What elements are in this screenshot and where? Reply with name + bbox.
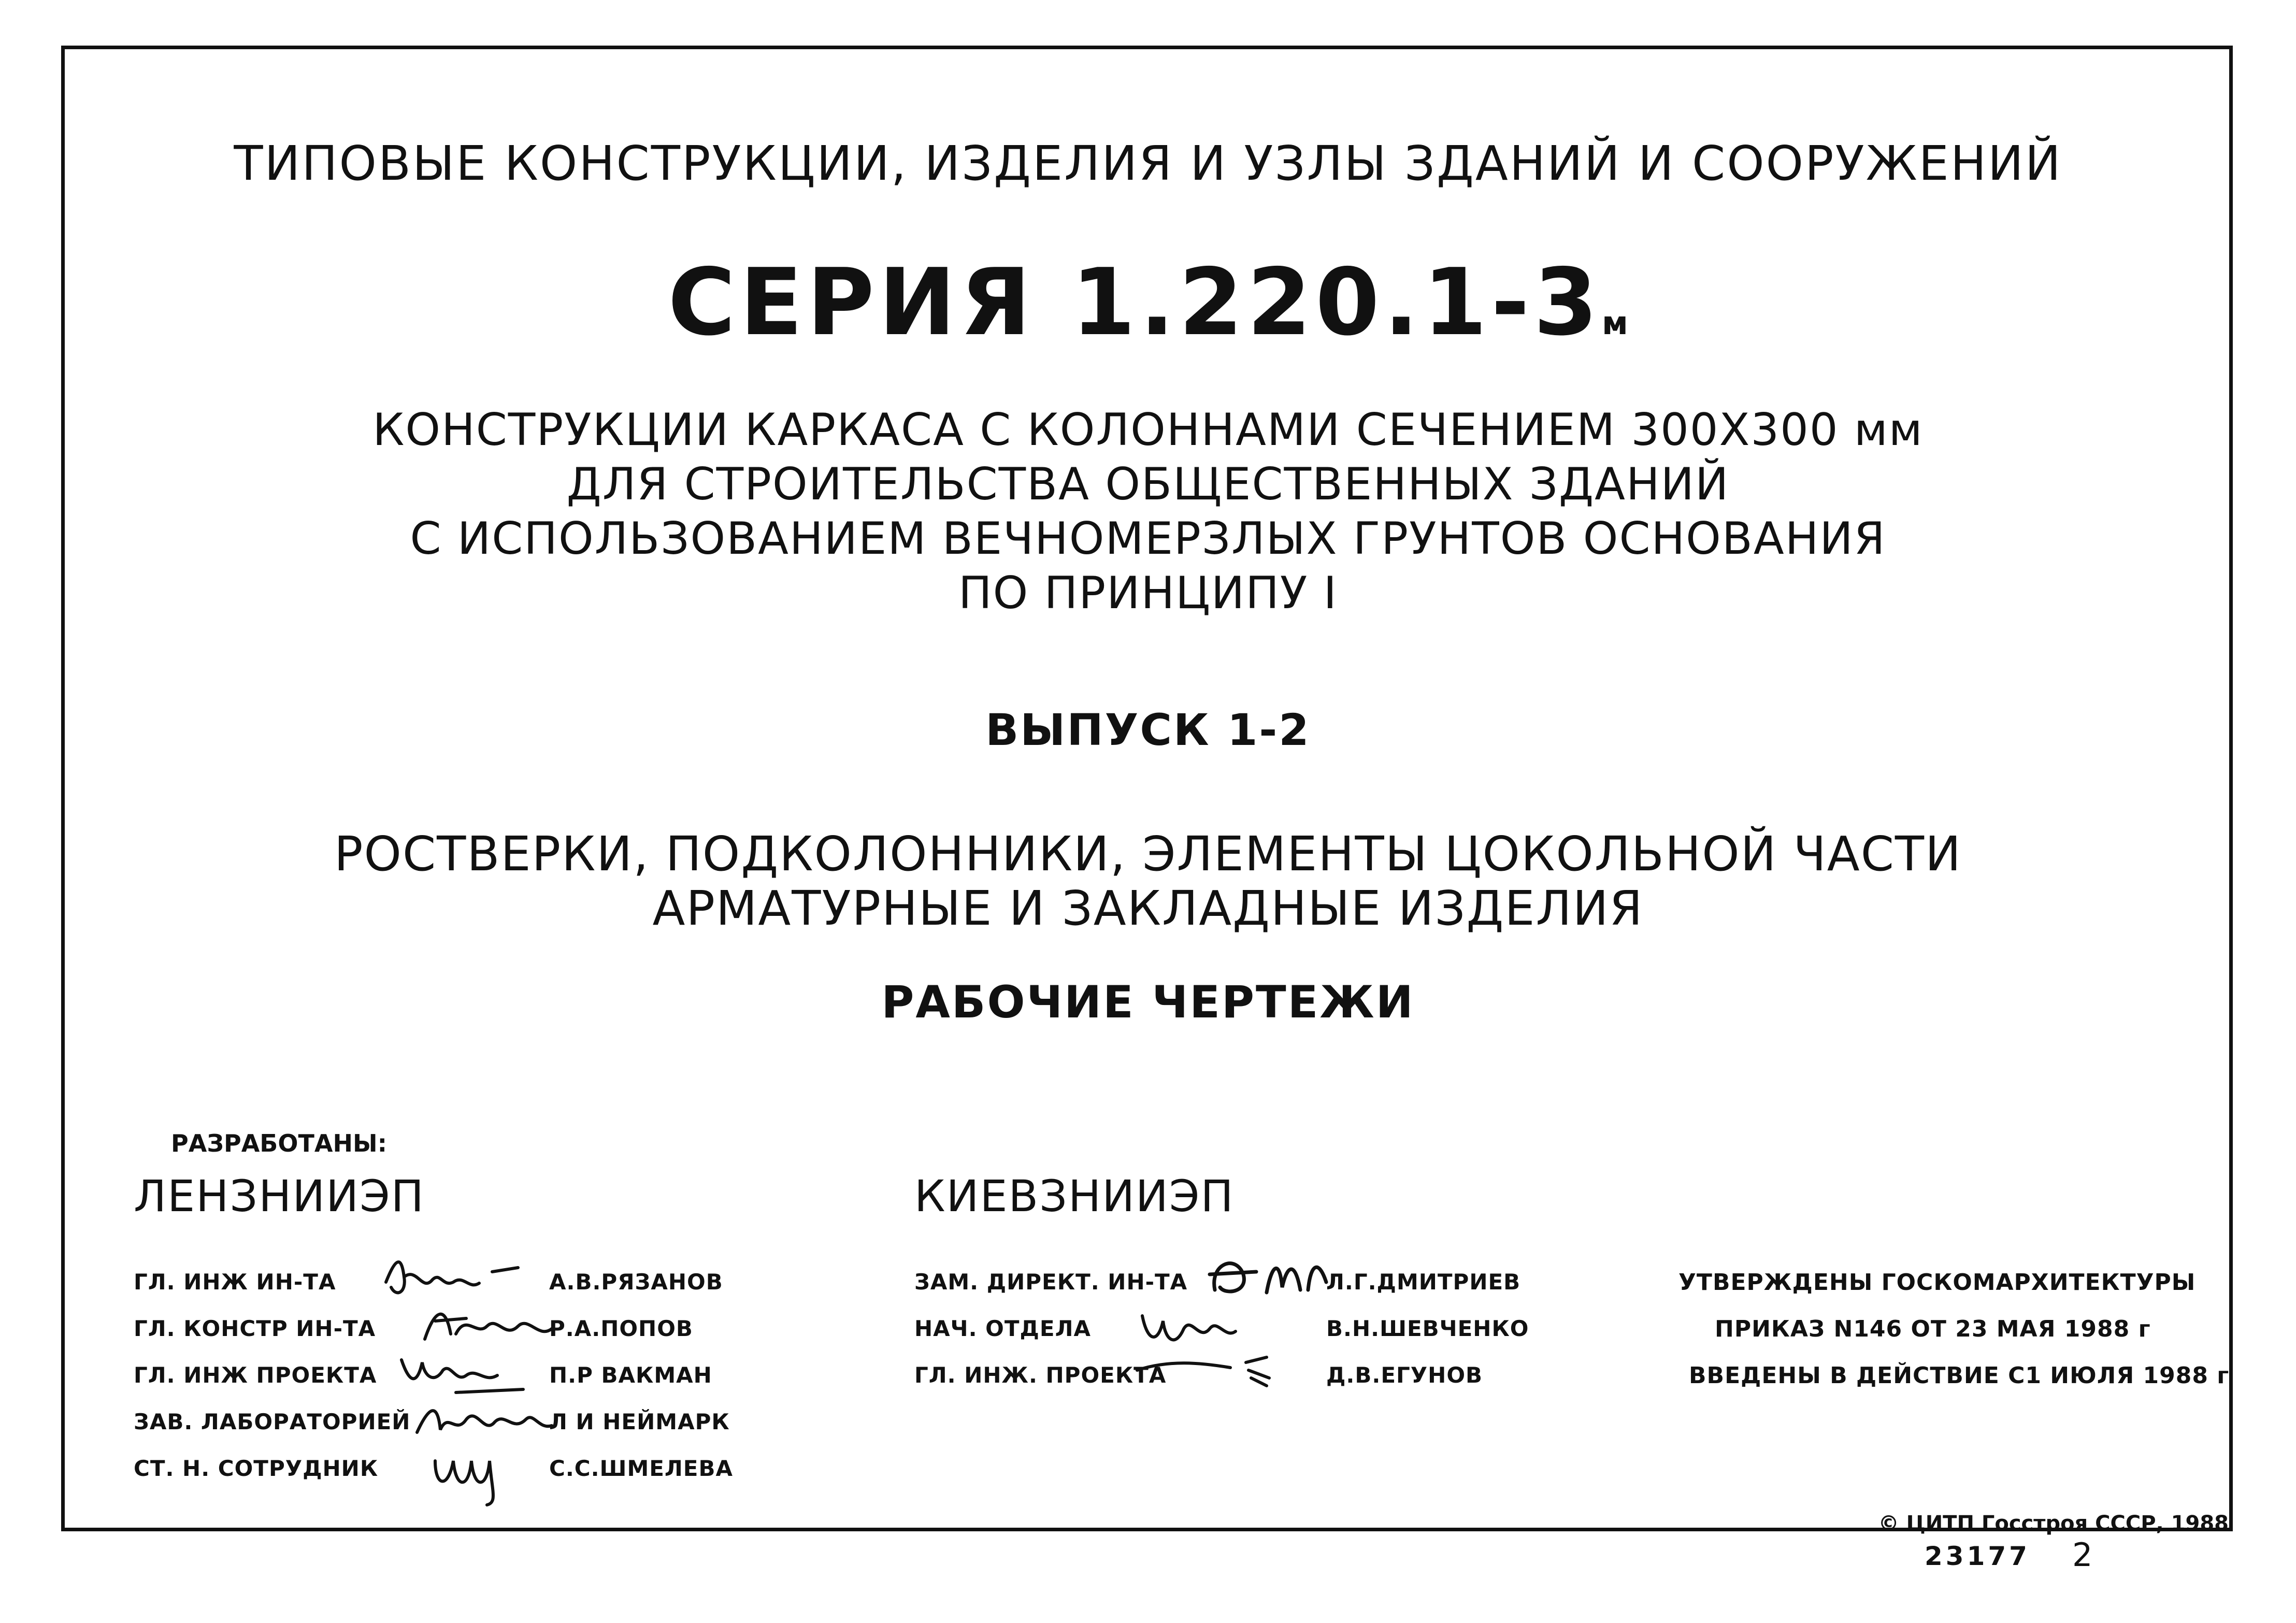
org-left-name: ЛЕНЗНИИЭП <box>134 1171 425 1222</box>
right-signatory-role: НАЧ. ОТДЕЛА <box>914 1316 1092 1341</box>
right-signatory-name: Л.Г.ДМИТРИЕВ <box>1326 1269 1521 1295</box>
subtitle-line-1: КОНСТРУКЦИИ КАРКАСА С КОЛОННАМИ СЕЧЕНИЕМ 300Х300 мм <box>372 404 1924 456</box>
document-kind: РАБОЧИЕ ЧЕРТЕЖИ <box>881 976 1415 1028</box>
left-signatory-role: ЗАВ. ЛАБОРАТОРИЕЙ <box>134 1409 411 1434</box>
approval-line-2: ПРИКАЗ N146 ОТ 23 МАЯ 1988 г <box>1715 1316 2151 1342</box>
left-signatory-role: ГЛ. КОНСТР ИН-ТА <box>134 1316 376 1341</box>
copyright-notice: © ЦИТП Госстроя СССР, 1988 <box>1878 1512 2229 1535</box>
left-signatory-name: А.В.РЯЗАНОВ <box>549 1269 723 1295</box>
page-number: 2 <box>2072 1536 2093 1574</box>
issue-number: ВЫПУСК 1-2 <box>985 705 1311 755</box>
approval-line-3: ВВЕДЕНЫ В ДЕЙСТВИЕ С1 ИЮЛЯ 1988 г <box>1689 1362 2230 1389</box>
subtitle-line-3: С ИСПОЛЬЗОВАНИЕМ ВЕЧНОМЕРЗЛЫХ ГРУНТОВ ОСНОВАНИЯ <box>410 513 1886 565</box>
left-signatory-role: ГЛ. ИНЖ ИН-ТА <box>134 1269 336 1295</box>
signature-dmitriev <box>1204 1243 1339 1305</box>
left-signatory-name: Л И НЕЙМАРК <box>549 1409 730 1434</box>
contents-line-2: АРМАТУРНЫЕ И ЗАКЛАДНЫЕ ИЗДЕЛИЯ <box>652 881 1644 936</box>
right-signatory-name: Д.В.ЕГУНОВ <box>1326 1362 1483 1388</box>
signature-vakman <box>394 1347 544 1399</box>
approval-line-1: УТВЕРЖДЕНЫ ГОСКОМАРХИТЕКТУРЫ <box>1678 1269 2196 1296</box>
signature-shevchenko-egunov <box>1127 1300 1287 1388</box>
top-title: ТИПОВЫЕ КОНСТРУКЦИИ, ИЗДЕЛИЯ И УЗЛЫ ЗДАНИЙ И СООРУЖЕНИЙ <box>234 136 2062 191</box>
left-signatory-name: П.Р ВАКМАН <box>549 1362 712 1388</box>
right-signatory-name: В.Н.ШЕВЧЕНКО <box>1326 1316 1529 1341</box>
subtitle-line-2: ДЛЯ СТРОИТЕЛЬСТВА ОБЩЕСТВЕННЫХ ЗДАНИЙ <box>566 458 1730 510</box>
sheet-number: 23177 <box>1925 1541 2030 1571</box>
left-signatory-role: СТ. Н. СОТРУДНИК <box>134 1456 379 1481</box>
series-title <box>0 249 2296 356</box>
right-signatory-role: ЗАМ. ДИРЕКТ. ИН-ТА <box>914 1269 1188 1295</box>
developed-by-label: РАЗРАБОТАНЫ: <box>171 1129 388 1157</box>
signature-popov <box>414 1298 565 1355</box>
series-suffix: м <box>1602 304 1628 342</box>
signature-neymark <box>409 1394 565 1445</box>
contents-line-1: РОСТВЕРКИ, ПОДКОЛОННИКИ, ЭЛЕМЕНТЫ ЦОКОЛЬНОЙ ЧАСТИ <box>334 826 1962 882</box>
left-signatory-name: Р.А.ПОПОВ <box>549 1316 693 1341</box>
right-signatory-role: ГЛ. ИНЖ. ПРОЕКТА <box>914 1362 1167 1388</box>
subtitle-line-4: ПО ПРИНЦИПУ I <box>958 567 1338 619</box>
org-right-name: КИЕВЗНИИЭП <box>914 1171 1235 1222</box>
left-signatory-role: ГЛ. ИНЖ ПРОЕКТА <box>134 1362 377 1388</box>
signature-shmeleva <box>425 1440 528 1507</box>
series-number: СЕРИЯ 1.220.1-3 <box>668 249 1602 356</box>
left-signatory-name: С.С.ШМЕЛЕВА <box>549 1456 734 1481</box>
